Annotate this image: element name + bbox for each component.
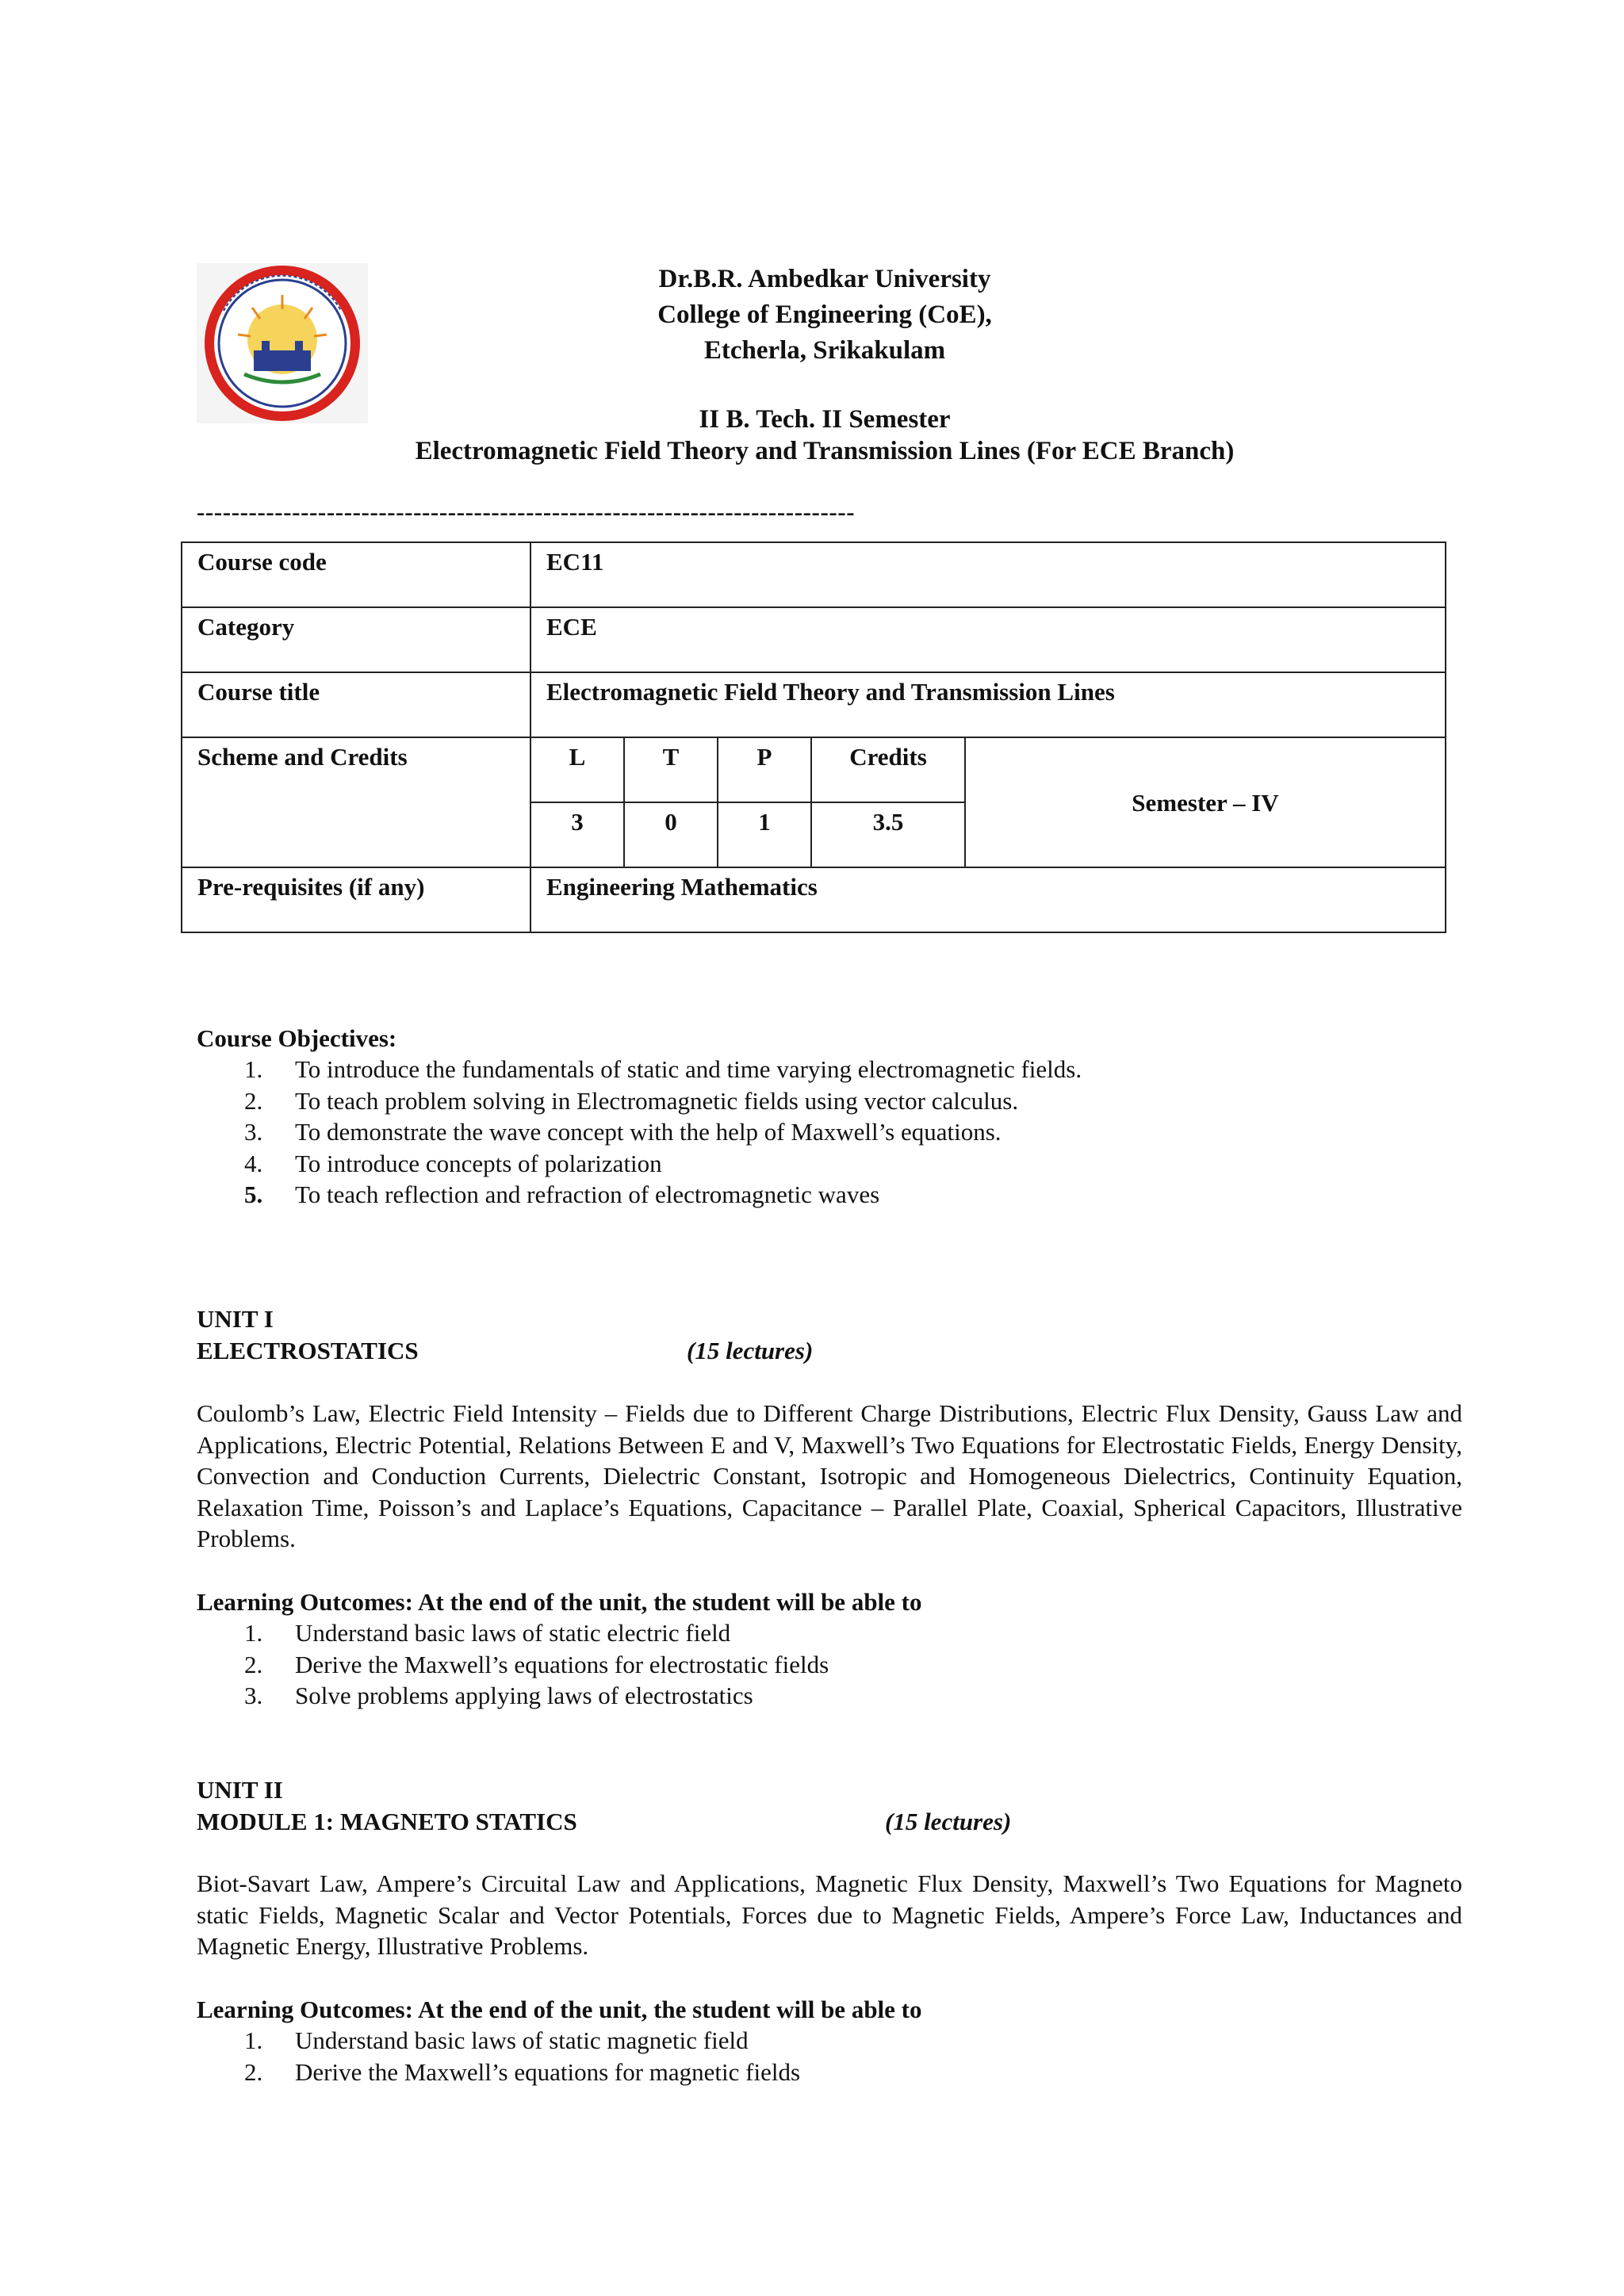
objectives-title: Course Objectives: [197, 1024, 397, 1052]
scheme-value-p: 1 [718, 803, 812, 868]
unit1-outcomes-title: Learning Outcomes: At the end of the unit, the student will be able to [197, 1588, 922, 1616]
unit2-label: UNIT II [197, 1776, 283, 1804]
scheme-header-l: L [531, 738, 625, 803]
unit1-label: UNIT I [197, 1305, 274, 1333]
list-item: 4. To introduce concepts of polarization [244, 1149, 662, 1177]
unit1-title: ELECTROSTATICS [197, 1337, 419, 1364]
prereq-value: Engineering Mathematics [531, 868, 1446, 933]
unit1-lectures: (15 lectures) [687, 1337, 814, 1364]
course-title-label: Course title [182, 673, 531, 738]
course-title-value: Electromagnetic Field Theory and Transmission Lines [531, 673, 1446, 738]
scheme-value-t: 0 [625, 803, 718, 868]
category-value: ECE [531, 608, 1446, 673]
scheme-header-t: T [625, 738, 718, 803]
category-label: Category [182, 608, 531, 673]
semester-value: Semester – IV [966, 738, 1446, 868]
list-item: 3. Solve problems applying laws of electrostatics [244, 1682, 753, 1709]
unit2-outcomes-list [197, 2025, 1465, 2087]
list-item: 1. To introduce the fundamentals of static and time varying electromagnetic fields. [244, 1055, 1082, 1083]
list-item: 3. To demonstrate the wave concept with the help of Maxwell’s equations. [244, 1118, 1002, 1146]
list-item: 5. To teach reflection and refraction of electromagnetic waves [244, 1181, 880, 1208]
unit1-content: Coulomb’s Law, Electric Field Intensity – Fields due to Different Charge Distributions, Electric Flux Density, Gauss Law and Applications, Electric Potential, Relations Between E and V, Maxwell’s Two Equations for Electrostatic Fields, Energy Density, Convection and Conduction Currents, Dielectric Constant, Isotropic and Homogeneous Dielectrics, Continuity Equation, Relaxation Time, Poisson’s and Laplace’s Equations, Capacitance – Parallel Plate, Coaxial, Spherical Capacitors, Illustrative Problems. [197, 1399, 1462, 1552]
unit2-title: MODULE 1: MAGNETO STATICS [197, 1808, 577, 1835]
course-heading: Electromagnetic Field Theory and Transmission Lines (For ECE Branch) [415, 437, 1235, 465]
scheme-header-credits: Credits [812, 738, 966, 803]
unit1-outcomes-list [197, 1617, 1465, 1712]
college-location: Etcherla, Srikakulam [703, 336, 946, 365]
university-name: Dr.B.R. Ambedkar University [658, 265, 991, 293]
list-item: 2. Derive the Maxwell’s equations for electrostatic fields [244, 1650, 829, 1678]
prereq-label: Pre-requisites (if any) [182, 868, 531, 933]
scheme-value-l: 3 [531, 803, 625, 868]
list-item: 1. Understand basic laws of static magnetic field [244, 2026, 749, 2054]
scheme-header-p: P [718, 738, 812, 803]
unit2-outcomes-title: Learning Outcomes: At the end of the unit, the student will be able to [197, 1996, 922, 2023]
course-info-table [181, 541, 1446, 933]
list-item: 1. Understand basic laws of static electric field [244, 1619, 731, 1647]
list-item: 2. To teach problem solving in Electromagnetic fields using vector calculus. [244, 1086, 1019, 1115]
unit2-content: Biot-Savart Law, Ampere’s Circuital Law and Applications, Magnetic Flux Density, Maxwell’s Two Equations for Magneto static Fields, Magnetic Scalar and Vector Potentials, Forces due to Magnetic Fields, Ampere’s Force Law, Inductances and Magnetic Energy, Illustrative Problems. [197, 1869, 1462, 1960]
list-item: 2. Derive the Maxwell’s equations for magnetic fields [244, 2057, 801, 2086]
divider-line: ---------------------------------------------------------------------------- [197, 498, 856, 526]
semester-heading: II B. Tech. II Semester [699, 405, 951, 434]
course-code-label: Course code [182, 543, 531, 608]
objectives-list [197, 1054, 1465, 1211]
scheme-value-credits: 3.5 [812, 803, 966, 868]
college-name: College of Engineering (CoE), [657, 300, 992, 329]
unit2-lectures: (15 lectures) [885, 1808, 1012, 1835]
scheme-label: Scheme and Credits [182, 738, 531, 868]
course-code-value: EC11 [531, 543, 1446, 608]
